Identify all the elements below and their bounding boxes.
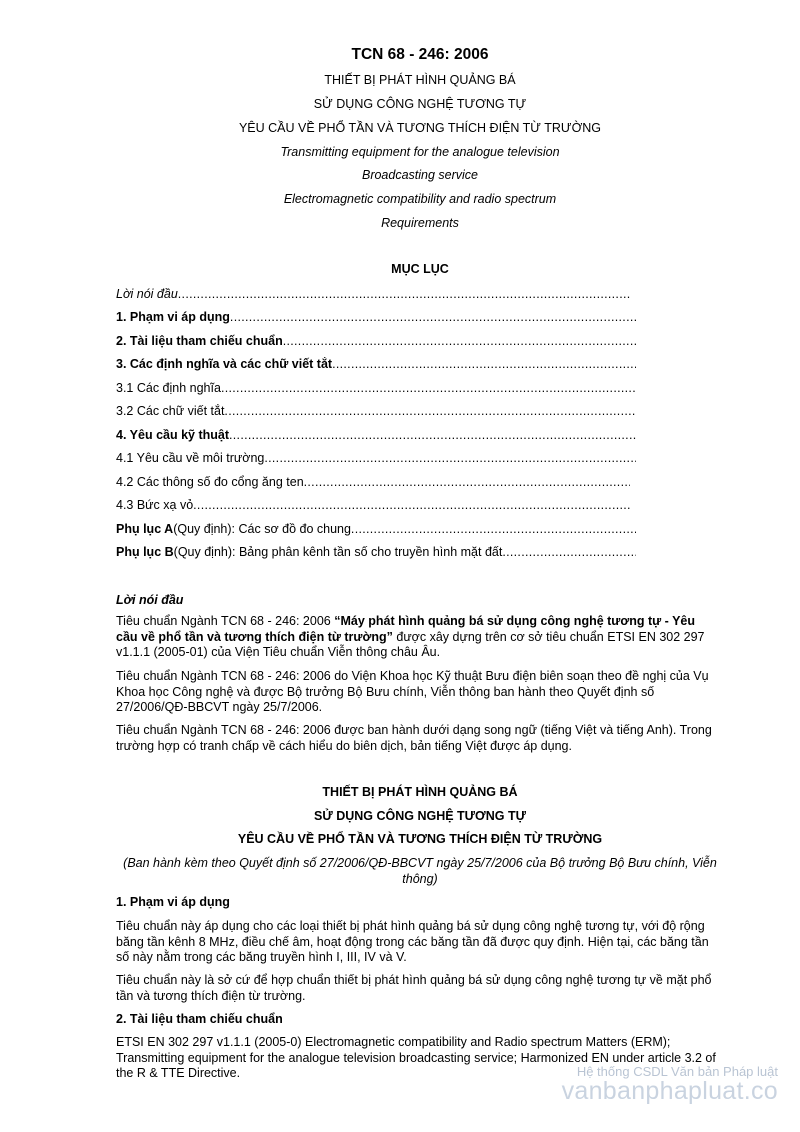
issuance-note: (Ban hành kèm theo Quyết định số 27/2006/QĐ-BBCVT ngày 25/7/2006 của Bộ trưởng Bộ Bưu chính, Viễn thông): [123, 856, 717, 886]
toc-entry-4-1[interactable]: [116, 451, 636, 465]
toc-entry-label: 4.1 Yêu cầu về môi trường: [116, 451, 265, 465]
section-1-heading: 1. Phạm vi áp dụng: [116, 895, 230, 909]
toc-heading: MỤC LỤC: [391, 262, 449, 276]
toc-entry-annex-b[interactable]: Phụ lục B (Quy định): Bảng phân kênh tần số cho truyền hình mặt đất .....: [116, 545, 636, 559]
section-2-heading: 2. Tài liệu tham chiếu chuẩn: [116, 1012, 283, 1026]
toc-entry-scope[interactable]: [116, 310, 636, 324]
toc-entry-label: 4.3 Bức xạ vỏ: [116, 498, 194, 512]
foreword-paragraph-2: Tiêu chuẩn Ngành TCN 68 - 246: 2006 do Viện Khoa học Kỹ thuật Bưu điện biên soạn theo đề nghị của Vụ Khoa học Công nghệ và được Bộ trưởng Bộ Bưu chính, Viễn thông ban hành theo Quyết định số 27/2006/QĐ-BBCVT ngày 25/7/2006.: [116, 669, 709, 714]
section-2-paragraph-1: ETSI EN 302 297 v1.1.1 (2005-0) Electromagnetic compatibility and Radio spectrum Matters (ERM); Transmitting equipment for the analogue television broadcasting service; Harmonized EN under article 3.2 of the R & TTE Directive.: [116, 1035, 716, 1080]
toc-entry-label: 1. Phạm vi áp dụng: [116, 310, 230, 324]
body-title-line-3: YÊU CẦU VỀ PHỔ TẦN VÀ TƯƠNG THÍCH ĐIỆN TỪ TRƯỜNG: [237, 832, 603, 846]
toc-entry-label: 2. Tài liệu tham chiếu chuẩn: [116, 334, 283, 348]
toc-entry-3-2[interactable]: [116, 404, 636, 418]
toc-entry-label: 4. Yêu cầu kỹ thuật: [116, 428, 230, 442]
toc-entry-annex-a[interactable]: Phụ lục A (Quy định): Các sơ đồ đo chung .....: [116, 522, 636, 536]
body-title-line-1: THIẾT BỊ PHÁT HÌNH QUẢNG BÁ: [322, 785, 518, 799]
body-title-line-2: SỬ DỤNG CÔNG NGHỆ TƯƠNG TỰ: [314, 809, 526, 823]
toc-entry-references[interactable]: [116, 334, 636, 348]
en-title-line-1: Transmitting equipment for the analogue television: [280, 145, 560, 159]
vi-title-line-3: YÊU CẦU VỀ PHỔ TẦN VÀ TƯƠNG THÍCH ĐIỆN TỪ TRƯỜNG: [238, 121, 602, 135]
standard-code: TCN 68 - 246: 2006: [351, 46, 489, 63]
toc-entry-label: 3. Các định nghĩa và các chữ viết tắt: [116, 357, 333, 371]
foreword-paragraph-3: Tiêu chuẩn Ngành TCN 68 - 246: 2006 được ban hành dưới dạng song ngữ (tiếng Việt và tiếng Anh). Trong trường hợp có tranh chấp về cách hiểu do biên dịch, bản tiếng Việt được áp dụng.: [116, 723, 712, 753]
section-1-paragraph-2: Tiêu chuẩn này là sở cứ để hợp chuẩn thiết bị phát hình quảng bá sử dụng công nghệ tương tự về mặt phổ tần và tương thích điện từ trường.: [116, 973, 712, 1003]
foreword-heading: Lời nói đầu: [116, 593, 184, 607]
toc-entry-label: 3.1 Các định nghĩa: [116, 381, 221, 395]
toc-entry-foreword[interactable]: [116, 287, 630, 301]
toc-entry-label: 4.2 Các thông số đo cổng ăng ten: [116, 475, 304, 489]
toc-entry-label: Phụ lục A: [116, 522, 174, 536]
toc-entry-4-2[interactable]: [116, 475, 630, 489]
toc-entry-requirements[interactable]: [116, 428, 636, 442]
en-title-line-3: Electromagnetic compatibility and radio spectrum: [283, 192, 557, 206]
section-1-paragraph-1: Tiêu chuẩn này áp dụng cho các loại thiết bị phát hình quảng bá sử dụng công nghệ tương tự, với độ rộng băng tần kênh 8 MHz, điều chế âm, hoạt động trong các băng tần đã được quy định. Hiện tại, các băng tần số này nằm trong các băng truyền hình I, III, IV và V.: [116, 919, 709, 964]
en-title-line-4: Requirements: [381, 216, 459, 230]
vi-title-line-2: SỬ DỤNG CÔNG NGHỆ TƯƠNG TỰ: [313, 97, 527, 111]
toc-entry-label: 3.2 Các chữ viết tắt: [116, 404, 225, 418]
foreword-paragraph-1: Tiêu chuẩn Ngành TCN 68 - 246: 2006 “Máy phát hình quảng bá sử dụng công nghệ tương tự - Yêu cầu về phổ tần và tương thích điện từ trường” được xây dựng trên cơ sở tiêu chuẩn ETSI EN 302 297 v1.1.1 (2005-01) của Viện Tiêu chuẩn Viễn thông châu Âu.: [116, 614, 705, 659]
watermark-caption: Hệ thống CSDL Văn bản Pháp luật: [576, 1064, 778, 1079]
toc-entry-3-1[interactable]: [116, 381, 636, 395]
watermark-site[interactable]: vanbanphapluat.co: [561, 1077, 778, 1105]
toc-entry-definitions[interactable]: [116, 357, 636, 371]
en-title-line-2: Broadcasting service: [361, 168, 479, 182]
toc-entry-label: Lời nói đầu: [116, 287, 178, 301]
toc-entry-label: Phụ lục B: [116, 545, 174, 559]
vi-title-line-1: THIẾT BỊ PHÁT HÌNH QUẢNG BÁ: [324, 73, 516, 87]
toc-entry-4-3[interactable]: [116, 498, 630, 512]
